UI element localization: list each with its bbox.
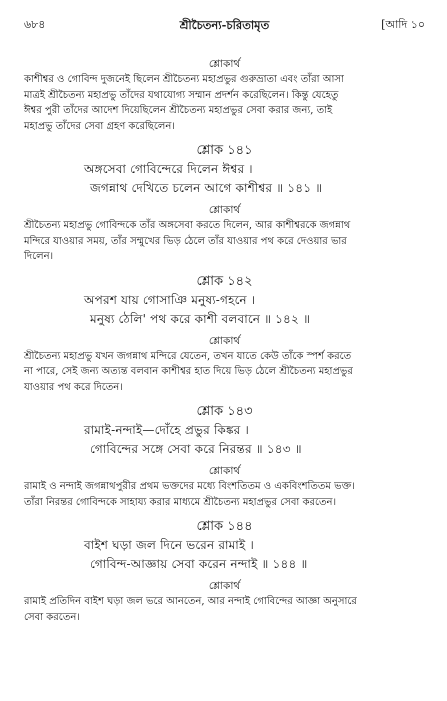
verse-line: বাইশ ঘড়া জল দিনে ভরেন রামাই । <box>84 538 254 552</box>
page-header <box>24 14 425 36</box>
verse-line: রামাই-নন্দাই—দোঁহে প্রভুর কিঙ্কর । <box>84 423 249 437</box>
text-line: মন্দিরে যাওয়ার সময়, তাঁর সম্মুখের ভিড় ঠেলে তাঁর যাওয়ার পথ করে দেওয়ার ভার <box>24 235 347 247</box>
verse-title: শ্লোক ১৪৩ <box>196 404 253 419</box>
text-line: সেবা করতেন। <box>24 611 80 623</box>
verse-line: জগন্নাথ দেখিতে চলেন আগে কাশীশ্বর ॥ ১৪১ ॥ <box>90 181 323 195</box>
translation-label: শ্লোকার্থ <box>208 204 241 216</box>
translation-text <box>24 72 425 134</box>
verse-title: শ্লোক ১৪৪ <box>196 519 253 534</box>
translation-text <box>24 479 425 510</box>
verse-title: শ্লোক ১৪১ <box>196 143 253 158</box>
text-line: দিলেন। <box>24 251 54 262</box>
verse-line: অপরশ যায় গোসাঞি মনুষ্য-গহনে । <box>84 292 256 307</box>
text-line: ঈশ্বর পুরী তাঁদের আদেশ দিয়েছিলেন শ্রীচৈতন্য মহাপ্রভুর সেবা করার জন্য, তাই <box>24 105 333 116</box>
translation-label: শ্লোকার্থ <box>208 465 241 477</box>
translation-text <box>24 594 425 625</box>
text-line: কাশীশ্বর ও গোবিন্দ দুজনেই ছিলেন শ্রীচৈতন্য মহাপ্রভুর গুরুভ্রাতা এবং তাঁরা আসা <box>24 74 344 85</box>
text-line: মহাপ্রভু তাঁদের সেবা গ্রহণ করেছিলেন। <box>24 120 175 132</box>
verse-line: গোবিন্দের সঙ্গে সেবা করে নিরন্তর ॥ ১৪৩ ॥ <box>90 442 302 456</box>
translation-text <box>24 349 425 396</box>
translation-text <box>24 218 425 265</box>
verse-line: অঙ্গসেবা গোবিন্দেরে দিলেন ঈশ্বর । <box>84 162 253 176</box>
text-line: যাওয়ার পথ করে দিতেন। <box>24 381 123 393</box>
verse-line: মনুষ্য ঠেলি' পথ করে কাশী বলবানে ॥ ১৪২ ॥ <box>90 311 311 326</box>
translation-label: শ্লোকার্থ <box>208 58 241 70</box>
translation-label: শ্লোকার্থ <box>208 334 241 347</box>
text-line: তাঁরা নিরন্তর গোবিন্দকে সাহায্য করার মাধ্যমে শ্রীচৈতন্য মহাপ্রভুর সেবা করতেন। <box>24 496 337 508</box>
text-line: রামাই প্রতিদিন বাইশ ঘড়া জল ভরে আনতেন, আর নন্দাই গোবিন্দের আজ্ঞা অনুসারে <box>24 596 357 607</box>
text-line: শ্রীচৈতন্য মহাপ্রভু গোবিন্দকে তাঁর অঙ্গসেবা করতে দিলেন, আর কাশীশ্বরকে জগন্নাথ <box>24 220 351 231</box>
text-line: মাত্রই শ্রীচৈতন্য মহাপ্রভু তাঁদের যথাযোগ্য সম্মান প্রদর্শন করেছিলেন। কিন্তু যেহেতু <box>24 89 339 101</box>
section-marker: [আদি ১০ <box>381 18 425 31</box>
verse-title: শ্লোক ১৪২ <box>196 273 253 289</box>
text-line: রামাই ও নন্দাই জগন্নাথপুরীর প্রথম ভক্তদের মধ্যে বিংশতিতম ও একবিংশতিতম ভক্ত। <box>24 481 355 492</box>
page-number: ৬৮৪ <box>24 18 46 31</box>
text-line: না পারে, সেই জন্য অত্যন্ত বলবান কাশীশ্বর হাত দিয়ে ভিড় ঠেলে শ্রীচৈতন্য মহাপ্রভুর <box>24 366 353 377</box>
verse-line: গোবিন্দ-আজ্ঞায় সেবা করেন নন্দাই ॥ ১৪৪ ॥ <box>90 557 308 571</box>
running-title: শ্রীচৈতন্য-চরিতামৃত <box>179 18 270 32</box>
text-line: শ্রীচৈতন্য মহাপ্রভু যখন জগন্নাথ মন্দিরে যেতেন, তখন যাতে কেউ তাঁকে স্পর্শ করতে <box>24 350 352 362</box>
translation-label: শ্লোকার্থ <box>208 580 241 592</box>
